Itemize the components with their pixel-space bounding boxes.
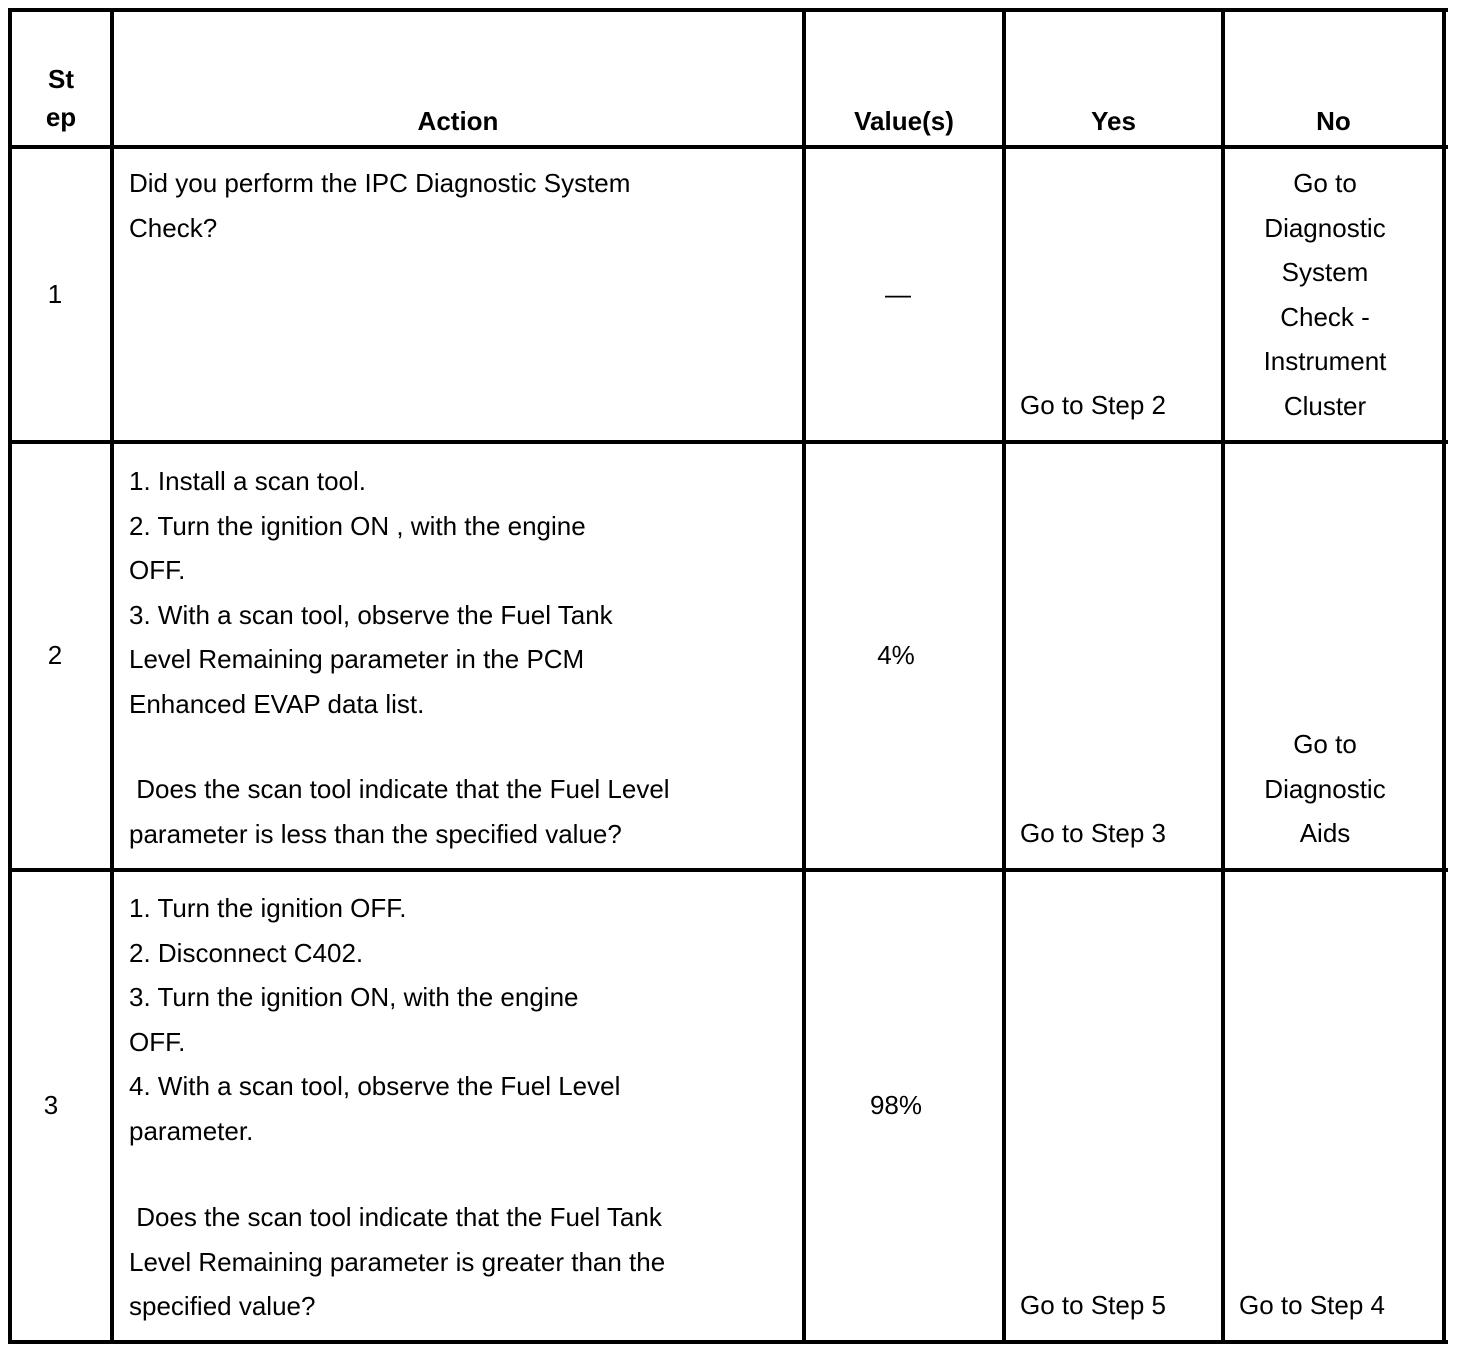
row2-question <box>129 767 670 856</box>
row3-action-line1: 1. Turn the ignition OFF. <box>129 893 407 923</box>
row2-yes: Go to Step 3 <box>1020 818 1166 848</box>
table-border-top <box>8 8 1448 12</box>
header-no: No <box>1316 106 1351 136</box>
row3-action-line5: 4. With a scan tool, observe the Fuel Level <box>129 1071 621 1101</box>
table-border-bottom <box>8 1340 1448 1344</box>
row2-step: 2 <box>47 640 63 670</box>
row2-question-line2: parameter is less than the specified value? <box>129 818 622 849</box>
row1-no-line5: Instrument <box>1263 346 1387 376</box>
row2-no <box>1225 722 1425 856</box>
row3-question <box>129 1195 665 1329</box>
row3-action-line3: 3. Turn the ignition ON, with the engine <box>129 982 579 1012</box>
row3-action <box>129 886 620 1153</box>
row1-action <box>129 161 630 250</box>
row1-no-line6: Cluster <box>1283 390 1367 421</box>
header-yes: Yes <box>1091 106 1136 136</box>
row2-action <box>129 459 613 726</box>
row3-action-line6: parameter. <box>129 1115 254 1146</box>
row1-yes: Go to Step 2 <box>1020 390 1166 420</box>
row3-value: 98% <box>869 1090 923 1120</box>
row2-action-line1: 1. Install a scan tool. <box>129 466 367 496</box>
column-divider-3 <box>1002 8 1006 1344</box>
row2-no-line1: Go to <box>1293 729 1357 759</box>
row3-question-line2: Level Remaining parameter is greater than the <box>129 1246 666 1277</box>
row3-no: Go to Step 4 <box>1239 1290 1385 1320</box>
header-step-line2: ep <box>45 102 77 132</box>
row1-no-line3: System <box>1281 257 1369 287</box>
table-border-right <box>1442 8 1446 1344</box>
row-divider-1 <box>8 440 1448 444</box>
row2-no-line2: Diagnostic <box>1264 773 1386 804</box>
row2-action-line6: Enhanced EVAP data list. <box>129 688 425 719</box>
row3-step: 3 <box>43 1090 59 1120</box>
column-divider-1 <box>110 8 114 1344</box>
header-values: Value(s) <box>854 106 954 136</box>
row2-action-line4: 3. With a scan tool, observe the Fuel Tank <box>129 599 613 630</box>
row2-no-line3: Aids <box>1299 818 1351 848</box>
row3-question-line1: Does the scan tool indicate that the Fuel Tank <box>129 1202 662 1232</box>
row1-action-line2: Check? <box>129 212 218 243</box>
row2-action-line3: OFF. <box>129 555 186 585</box>
row3-yes: Go to Step 5 <box>1020 1290 1166 1320</box>
row2-action-line2: 2. Turn the ignition ON , with the engine <box>129 510 586 541</box>
row3-action-line4: OFF. <box>129 1026 186 1057</box>
header-step <box>12 60 110 136</box>
row1-no-line1: Go to <box>1293 168 1357 198</box>
row2-value: 4% <box>877 640 915 670</box>
header-step-line1: St <box>48 64 74 94</box>
row1-action-line1: Did you perform the IPC Diagnostic System <box>129 168 631 198</box>
row1-no <box>1225 161 1425 428</box>
row2-question-line1: Does the scan tool indicate that the Fuel Level <box>129 774 670 804</box>
row3-action-line2: 2. Disconnect C402. <box>129 937 364 968</box>
row1-value: — <box>885 279 911 309</box>
header-divider <box>8 145 1448 149</box>
row3-question-line3: specified value? <box>129 1291 316 1321</box>
header-action: Action <box>417 106 499 136</box>
row1-no-line4: Check - <box>1280 301 1370 332</box>
row1-step: 1 <box>47 279 63 309</box>
row2-action-line5: Level Remaining parameter in the PCM <box>129 644 585 674</box>
row-divider-2 <box>8 868 1448 872</box>
row1-no-line2: Diagnostic <box>1264 212 1386 243</box>
